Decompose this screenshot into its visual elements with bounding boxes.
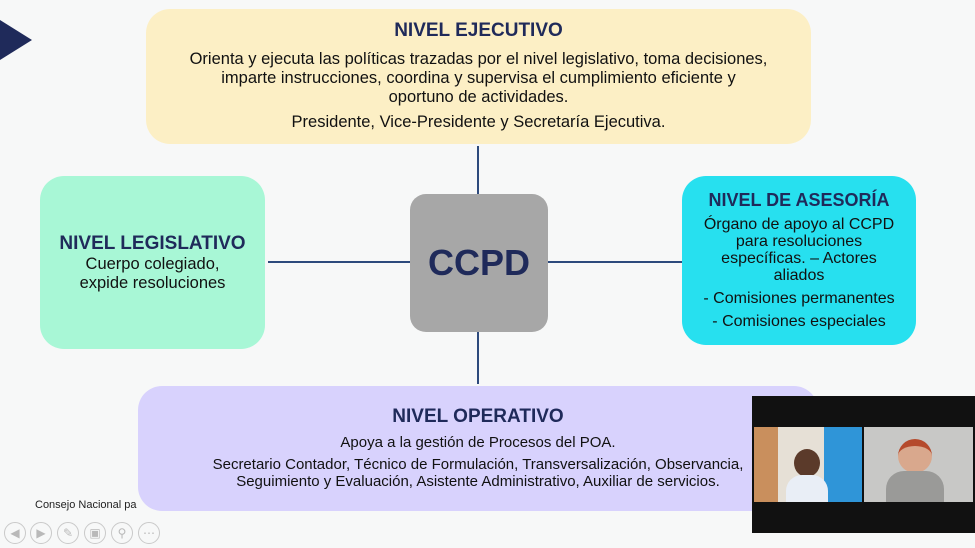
nivel-ejecutivo-title: NIVEL EJECUTIVO: [394, 20, 563, 41]
nivel-legislativo-title: NIVEL LEGISLATIVO: [59, 233, 246, 254]
copy-slides-icon[interactable]: ▣: [84, 522, 106, 544]
nivel-ejecutivo-box: [146, 9, 811, 144]
connector-top: [477, 146, 479, 194]
participant-avatar-2: [898, 439, 932, 473]
operativo-line-1: Apoya a la gestión de Procesos del POA.: [340, 434, 616, 451]
nivel-legislativo-box: [40, 176, 265, 349]
asesoria-line-1: Órgano de apoyo al CCPD: [703, 216, 895, 233]
legislativo-line-2: expide resoluciones: [79, 274, 226, 292]
video-panel-header: [752, 396, 975, 420]
nivel-asesoria-box: [682, 176, 916, 345]
nivel-operativo-title: NIVEL OPERATIVO: [392, 406, 564, 427]
operativo-line-2: Secretario Contador, Técnico de Formulación, Transversalización, Observancia,: [212, 456, 744, 473]
asesoria-line-2: para resoluciones: [735, 233, 863, 250]
asesoria-item-1: - Comisiones permanentes: [703, 290, 895, 307]
nivel-operativo-box: [138, 386, 818, 511]
connector-right: [548, 261, 682, 263]
participant-video-1[interactable]: [754, 427, 862, 502]
connector-bottom: [477, 332, 479, 384]
video-call-panel: [752, 396, 975, 533]
nivel-asesoria-title: NIVEL DE ASESORÍA: [708, 190, 890, 210]
asesoria-line-4: aliados: [773, 267, 825, 284]
connector-left: [268, 261, 410, 263]
ejecutivo-line-3: oportuno de actividades.: [388, 88, 569, 106]
more-icon[interactable]: ⋯: [138, 522, 160, 544]
pen-icon[interactable]: ✎: [57, 522, 79, 544]
asesoria-line-3: específicas. – Actores: [721, 250, 877, 267]
ejecutivo-line-2: imparte instrucciones, coordina y supervisa el cumplimiento eficiente y: [221, 69, 736, 87]
asesoria-item-2: - Comisiones especiales: [712, 313, 886, 330]
participant-video-2[interactable]: [864, 427, 973, 502]
forward-icon[interactable]: ▶: [30, 522, 52, 544]
corner-arrow-icon: [0, 20, 32, 60]
footer-text: Consejo Nacional pa: [35, 499, 137, 511]
back-icon[interactable]: ◀: [4, 522, 26, 544]
zoom-icon[interactable]: ⚲: [111, 522, 133, 544]
participant-avatar-1: [794, 449, 820, 477]
operativo-line-3: Seguimiento y Evaluación, Asistente Administrativo, Auxiliar de servicios.: [236, 473, 720, 490]
ccpd-label: CCPD: [427, 242, 530, 283]
ccpd-center-box: [410, 194, 548, 332]
legislativo-line-1: Cuerpo colegiado,: [85, 255, 220, 273]
ejecutivo-members: Presidente, Vice-Presidente y Secretaría Ejecutiva.: [291, 113, 666, 131]
ejecutivo-line-1: Orienta y ejecuta las políticas trazadas por el nivel legislativo, toma decisiones,: [189, 50, 768, 68]
